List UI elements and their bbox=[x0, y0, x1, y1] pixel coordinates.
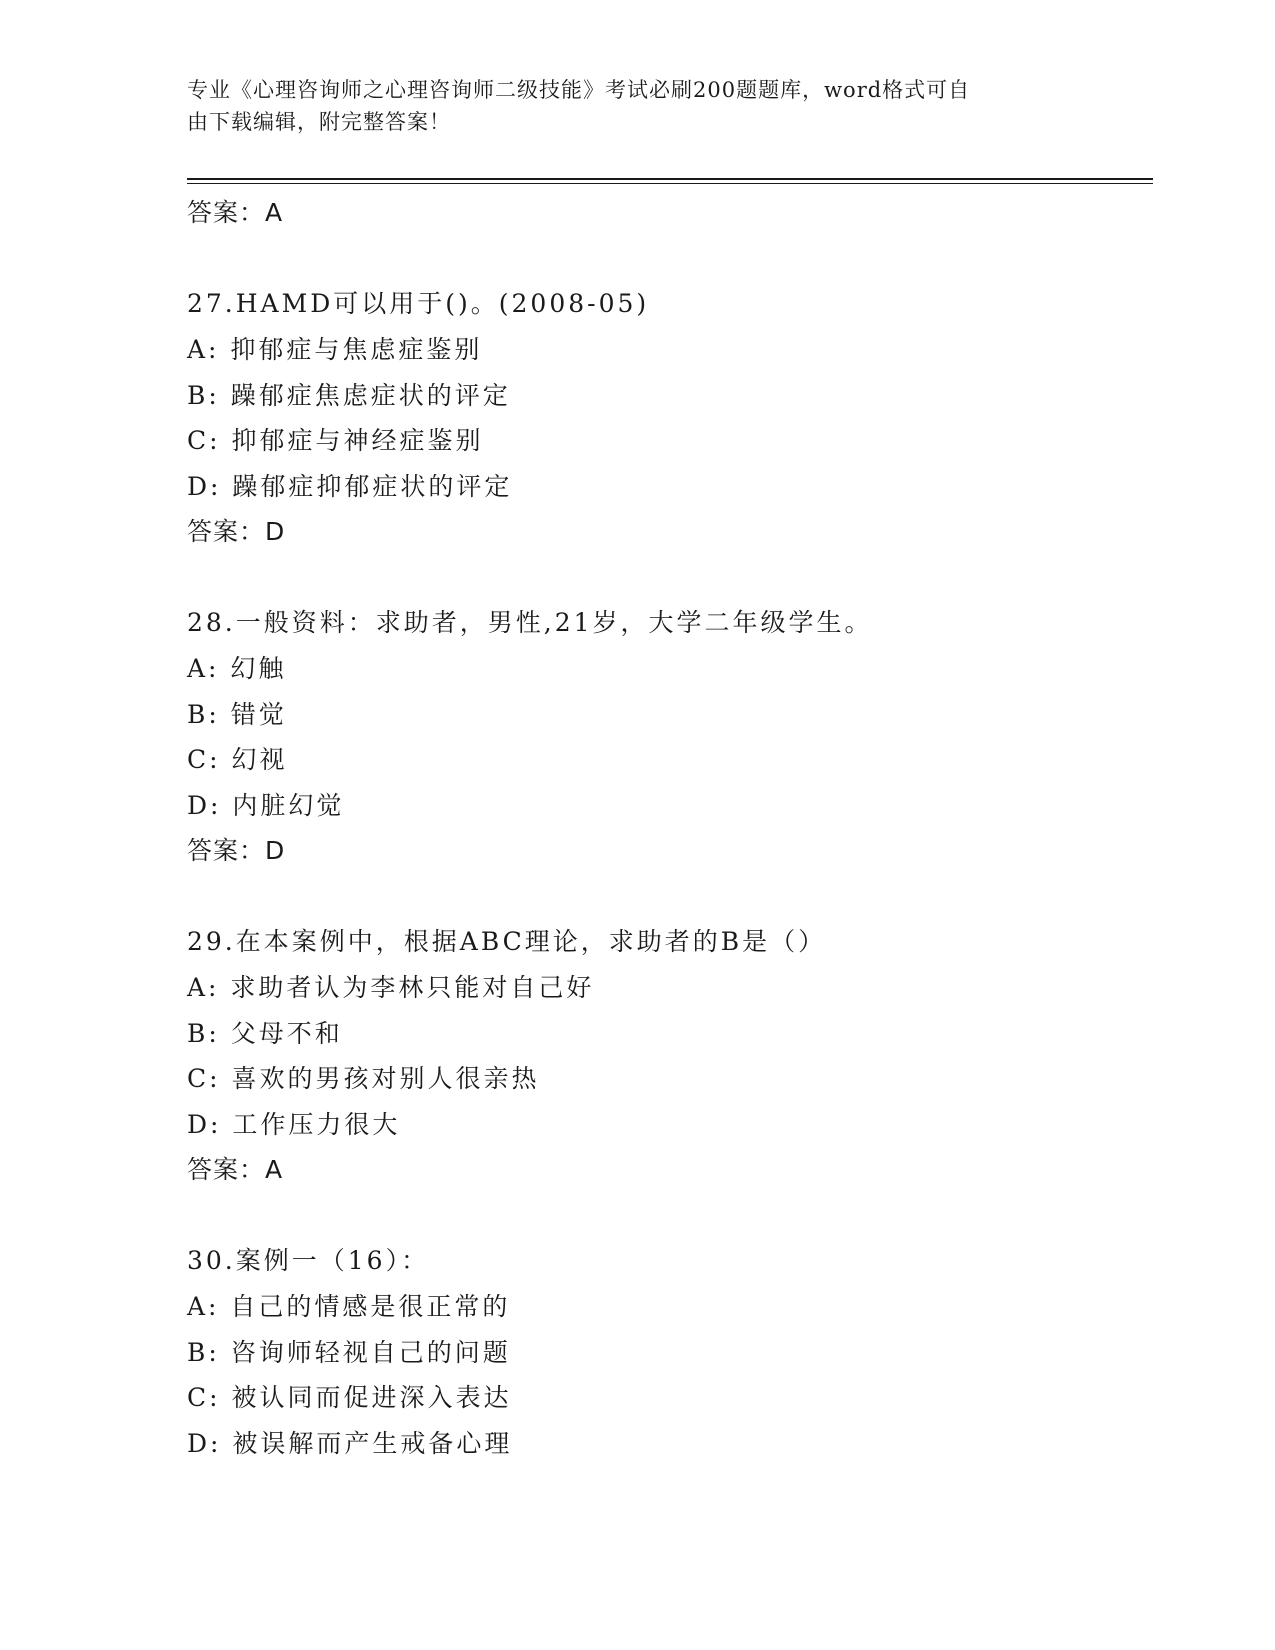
header-rule-thin bbox=[187, 183, 1153, 184]
option-d: D: 工作压力很大 bbox=[187, 1109, 401, 1139]
option-d: D: 躁郁症抑郁症状的评定 bbox=[187, 471, 513, 501]
question-text: 28.一般资料：求助者，男性,21岁，大学二年级学生。 bbox=[187, 608, 873, 637]
option-b: B: 父母不和 bbox=[187, 1018, 343, 1048]
option-a: A: 抑郁症与焦虑症鉴别 bbox=[187, 335, 483, 364]
option-a: A: 求助者认为李林只能对自己好 bbox=[187, 973, 595, 1002]
option-d: D: 被误解而产生戒备心理 bbox=[187, 1428, 513, 1458]
option-c: C: 喜欢的男孩对别人很亲热 bbox=[187, 1064, 540, 1093]
option-b: B: 错觉 bbox=[187, 699, 287, 729]
answer-line: 答案：D bbox=[187, 836, 286, 865]
question-text: 27.HAMD可以用于()。(2008-05) bbox=[187, 289, 650, 318]
document-body bbox=[187, 190, 1147, 1466]
header-rule-thick bbox=[187, 178, 1153, 180]
answer-line: 答案：A bbox=[187, 198, 284, 227]
page-header bbox=[187, 74, 1087, 138]
option-b: B: 躁郁症焦虑症状的评定 bbox=[187, 380, 511, 410]
option-c: C: 抑郁症与神经症鉴别 bbox=[187, 426, 484, 455]
question-block bbox=[187, 1238, 1147, 1466]
question-block bbox=[187, 919, 1147, 1192]
option-a: A: 幻触 bbox=[187, 654, 287, 683]
option-c: C: 幻视 bbox=[187, 745, 288, 774]
header-line-1: 专业《心理咨询师之心理咨询师二级技能》考试必刷200题题库，word格式可自 bbox=[187, 78, 971, 102]
option-d: D: 内脏幻觉 bbox=[187, 790, 345, 820]
header-line-2: 由下载编辑，附完整答案！ bbox=[187, 110, 451, 134]
question-text: 29.在本案例中，根据ABC理论，求助者的B是（） bbox=[187, 927, 827, 956]
option-c: C: 被认同而促进深入表达 bbox=[187, 1383, 512, 1412]
question-block bbox=[187, 281, 1147, 554]
option-a: A: 自己的情感是很正常的 bbox=[187, 1292, 511, 1321]
question-block bbox=[187, 600, 1147, 873]
answer-line: 答案：A bbox=[187, 1155, 284, 1184]
option-b: B: 咨询师轻视自己的问题 bbox=[187, 1337, 511, 1367]
answer-line: 答案：D bbox=[187, 517, 286, 546]
question-text: 30.案例一（16）： bbox=[187, 1246, 430, 1275]
